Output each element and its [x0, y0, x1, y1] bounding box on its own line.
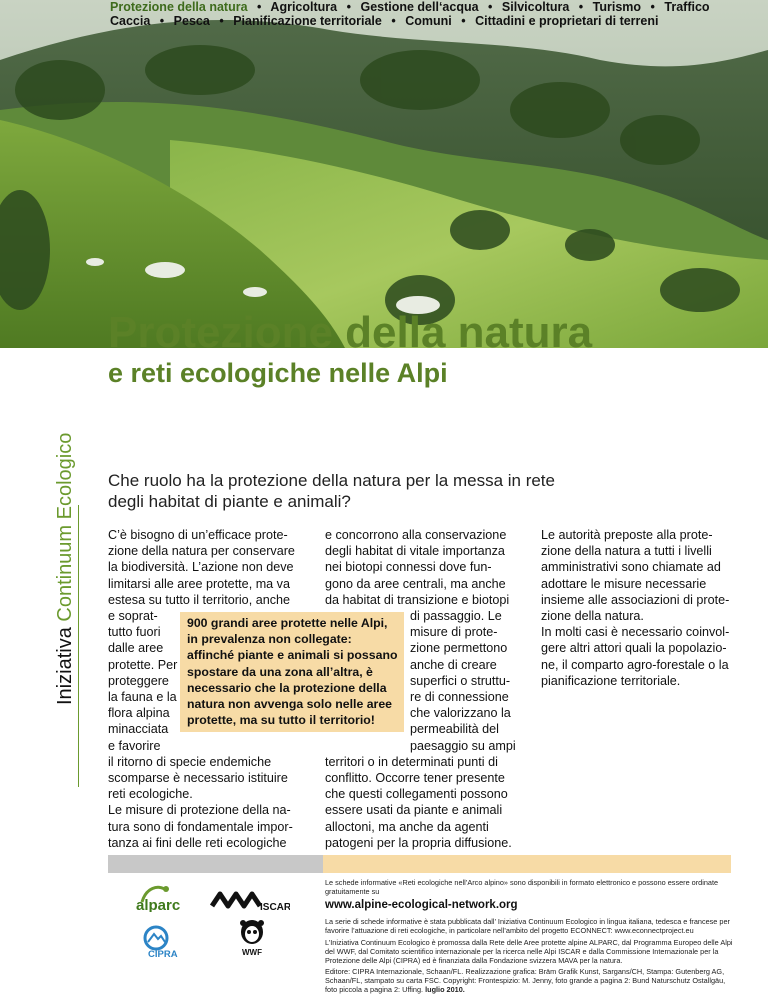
body-text-line: paesaggio su ampi — [410, 738, 516, 753]
nav-item-traffico[interactable]: Traffico — [664, 0, 710, 14]
body-text-line: minacciata — [108, 722, 169, 737]
cipra-logo-text: CIPRA — [148, 949, 178, 959]
nav-item-gestione-acqua[interactable]: Gestione dell‘acqua — [360, 0, 479, 14]
topic-nav-row-1: Protezione della natura • Agricoltura • Gestione dell‘acqua • Silvicoltura • Turismo • Traffico — [110, 0, 710, 14]
footer-editor-text: Editore: CIPRA Internazionale, Schaan/FL. Realizzazione grafica: Bräm Grafik Kunst, Sargans/CH, Stampa: Gutenberg AG, Schaan/FL, stampato su carta FSC. Copyright: Frontespizio: M. Jenny, foto grande a pagina 2: Bund Naturschutz Ostallgäu, foto piccola a pagina 2: Uffing. — [325, 967, 726, 994]
body-text-line: ne, il comparto agro-forestale o la — [541, 657, 729, 672]
continuum-ecologico-word: Continuum Ecologico — [54, 432, 76, 622]
nav-item-pesca[interactable]: Pesca — [173, 14, 210, 28]
highlight-callout: 900 grandi aree protette nelle Alpi, in prevalenza non collegate: affinché piante e animali si possano spostare da una zona all’altra, è necessario che la protezione della natura non avvenga solo nelle aree protette, ma su tutto il territorio! — [180, 612, 404, 732]
vertical-initiative-label — [52, 432, 82, 705]
body-text-line: nei biotopi connessi dove fun- — [325, 560, 492, 575]
nav-item-caccia[interactable]: Caccia — [110, 14, 151, 28]
body-text-line: re di connessione — [410, 690, 509, 705]
nav-item-pianificazione[interactable]: Pianificazione territoriale — [233, 14, 382, 28]
body-text-line: essere usati da piante e animali — [325, 803, 503, 818]
alpine-landscape-image — [0, 0, 768, 348]
body-text-line: gono da aree centrali, ma anche — [325, 576, 506, 591]
body-text-line: scomparse è necessario istituire — [108, 771, 288, 786]
body-text-line: che valorizzano la — [410, 706, 511, 721]
page-subtitle: e reti ecologiche nelle Alpi — [108, 358, 448, 388]
body-text-line: conflitto. Occorre tener presente — [325, 771, 505, 786]
body-text-line: tura sono di fondamentale impor- — [108, 819, 293, 834]
network-url-link[interactable]: www.alpine-ecological-network.org — [325, 899, 518, 911]
initiative-word: Iniziativa — [54, 627, 76, 705]
body-text-line: Le autorità preposte alla prote- — [541, 528, 713, 542]
body-text-line: tutto fuori — [108, 625, 161, 640]
body-text-line: dalle aree — [108, 641, 164, 656]
body-text-line: e concorrono alla conservazione — [325, 528, 507, 542]
footer-bar-orange — [323, 855, 731, 873]
iscar-logo — [210, 888, 290, 917]
body-text-line: zione della natura a tutti i livelli — [541, 544, 712, 559]
nav-item-agricoltura[interactable]: Agricoltura — [270, 0, 338, 14]
alparc-logo-text: alparc — [136, 897, 181, 912]
topic-nav-row-2: Caccia • Pesca • Pianificazione territoriale • Comuni • Cittadini e proprietari di terreni — [110, 14, 659, 28]
body-text-line: C’è bisogno di un’efficace prote- — [108, 528, 288, 542]
body-text-line: misure di prote- — [410, 625, 498, 640]
body-text-line: limitarsi alle aree protette, ma va — [108, 576, 290, 591]
body-text-line: la biodiversità. L’azione non deve — [108, 560, 294, 575]
page-title: Protezione della natura — [108, 308, 593, 357]
nav-item-turismo[interactable]: Turismo — [592, 0, 642, 14]
body-text-line: e soprat- — [108, 609, 158, 624]
nav-item-protezione[interactable]: Protezione della natura — [110, 0, 248, 14]
footer-series-note: La serie di schede informative è stata pubblicata dall’ Iniziativa Continuum Ecologico in lingua italiana, tedesca e francese per favorire l’attuazione di reti ecologiche, in particolare nell’ambito del progetto ECONNECT: www.econnectproject.eu — [325, 917, 730, 935]
body-text-line: protette. Per — [108, 657, 178, 672]
body-text-line: reti ecologiche. — [108, 787, 193, 802]
footer-date: luglio 2010. — [425, 985, 465, 994]
wwf-panda-logo — [238, 918, 268, 963]
wwf-logo-text: WWF — [242, 948, 262, 957]
footer-editor-note — [325, 967, 735, 994]
body-text-line: anche di creare — [410, 657, 497, 672]
body-text-line: di passaggio. Le — [410, 609, 502, 624]
nav-item-comuni[interactable]: Comuni — [405, 14, 452, 28]
footer-initiative-note: L’Iniziativa Continuum Ecologico è promossa dalla Rete delle Aree protette alpine ALPARC, dal Programma Europeo delle Alpi del WWF, dal Comitato scientifico internazionale per la ricerca nelle Alpi ISCAR e dalla Commissione Internazionale per la Protezione delle Alpi (CIPRA) ed è finanziata dalla Fondazione svizzera MAVA per la natura. — [325, 938, 733, 965]
body-text-line: tanza ai fini delle reti ecologiche — [108, 835, 287, 850]
body-text-line: insieme alle associazioni di prote- — [541, 592, 730, 607]
body-text-line: Le misure di protezione della na- — [108, 803, 291, 818]
body-text-line: adottare le misure necessarie — [541, 576, 707, 591]
cipra-logo — [138, 925, 190, 964]
body-text-line: estesa su tutto il territorio, anche — [108, 592, 291, 607]
body-text-line: degli habitat di vitale importanza — [325, 544, 505, 559]
nav-item-silvicoltura[interactable]: Silvicoltura — [501, 0, 570, 14]
body-text-line: zione della natura. — [541, 609, 644, 624]
body-text-line: pianificazione territoriale. — [541, 673, 681, 688]
body-text-line: zione permettono — [410, 641, 508, 656]
body-text-line: da habitat di transizione e biotopi — [325, 592, 510, 607]
body-text-line: flora alpina — [108, 706, 170, 721]
body-text-line: territori o in determinati punti di — [325, 754, 498, 769]
iscar-logo-text: ISCAR — [260, 902, 290, 912]
body-text-line: e favorire — [108, 738, 161, 753]
alparc-logo — [136, 882, 206, 917]
body-text-line: amministrativi sono chiamate ad — [541, 560, 721, 575]
body-text-line: che questi collegamenti possono — [325, 787, 508, 802]
body-text-line: superfici o struttu- — [410, 673, 511, 688]
lead-question: Che ruolo ha la protezione della natura per la messa in rete degli habitat di piante e animali? — [108, 471, 555, 511]
body-text-line: gere altri attori quali la popolazio- — [541, 641, 727, 656]
body-text-line: il ritorno di specie endemiche — [108, 754, 272, 769]
body-text-line: zione della natura per conservare — [108, 544, 295, 559]
body-text-line: la fauna e la — [108, 690, 177, 705]
nav-item-cittadini[interactable]: Cittadini e proprietari di terreni — [475, 14, 659, 28]
body-text-line: In molti casi è necessario coinvol- — [541, 625, 730, 640]
body-column-3 — [541, 527, 736, 689]
topic-nav — [110, 0, 760, 28]
body-text-line: alloctoni, ma anche da agenti — [325, 819, 489, 834]
footer-intro: Le schede informative «Reti ecologiche nell’Arco alpino» sono disponibili in formato elettronico e possono essere ordinate gratuitamente su — [325, 878, 719, 896]
body-text-line: permeabilità del — [410, 722, 499, 737]
body-text-line: proteggere — [108, 673, 169, 688]
footer-bar-grey — [108, 855, 323, 873]
body-text-line: patogeni per la propria diffusione. — [325, 835, 512, 850]
hero-photo — [0, 0, 768, 348]
